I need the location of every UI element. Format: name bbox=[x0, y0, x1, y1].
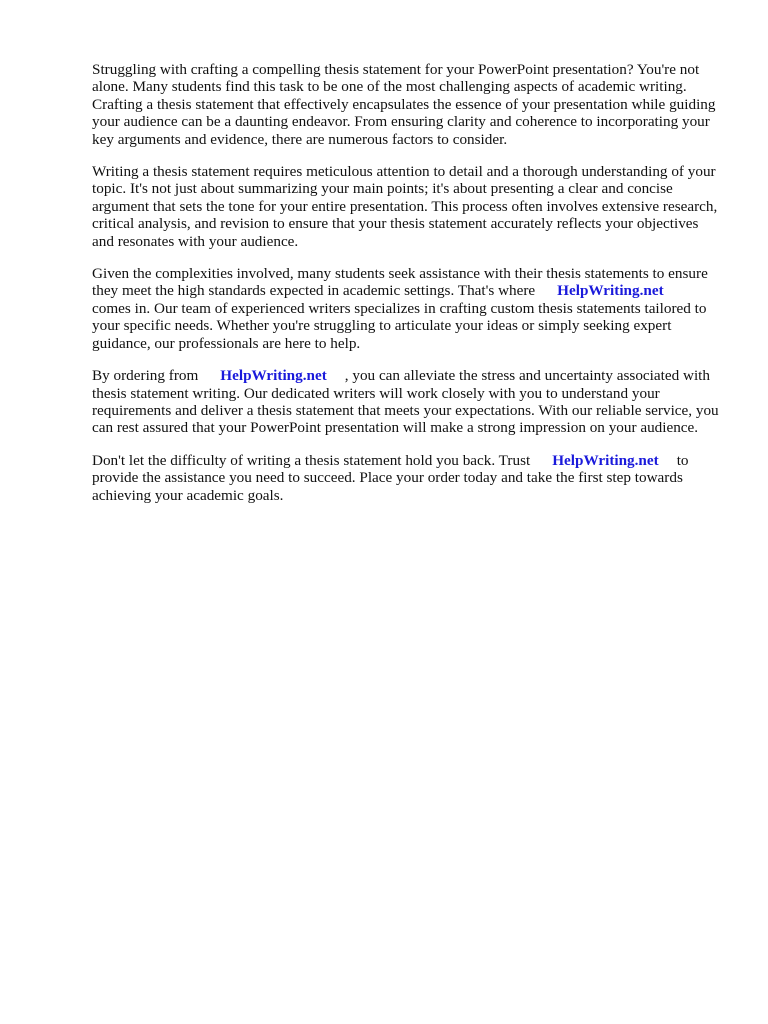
paragraph-requirements: Writing a thesis statement requires meticulous attention to detail and a thorough understanding of your topic. It's not just about summarizing your main points; it's about presenting a clear and concise argument that sets the tone for your entire presentation. This process often involves extensive research, critical analysis, and revision to ensure that your thesis statement accurately reflects your objectives and resonates with your audience. bbox=[92, 163, 718, 250]
paragraph-assistance-text-before: Given the complexities involved, many students seek assistance with their thesis statements to ensure they meet the high standards expected in academic settings. That's where bbox=[92, 265, 708, 300]
paragraph-closing-text-after: to provide the assistance you need to succeed. Place your order today and take the first step towards achieving your academic goals. bbox=[92, 451, 689, 504]
paragraph-assistance bbox=[92, 265, 722, 352]
paragraph-ordering-text-after: , you can alleviate the stress and uncertainty associated with thesis statement writing. Our dedicated writers will work closely with you to understand your requirements and deliver a thesis statement that meets your expectations. With our reliable service, you can rest assured that your PowerPoint presentation will make a strong impression on your audience. bbox=[92, 367, 719, 437]
paragraph-ordering-text-before: By ordering from bbox=[92, 367, 199, 385]
document-page bbox=[92, 61, 722, 519]
paragraph-assistance-text-after: comes in. Our team of experienced writers specializes in crafting custom thesis statements tailored to your specific needs. Whether you're struggling to articulate your ideas or simply seeking expert guidance, our professionals are here to help. bbox=[92, 299, 707, 352]
paragraph-closing bbox=[92, 452, 722, 504]
helpwriting-link-1[interactable]: HelpWriting.net bbox=[557, 282, 664, 300]
paragraph-closing-text-before: Don't let the difficulty of writing a thesis statement hold you back. Trust bbox=[92, 451, 531, 469]
helpwriting-link-3[interactable]: HelpWriting.net bbox=[552, 451, 659, 469]
paragraph-intro: Struggling with crafting a compelling thesis statement for your PowerPoint presentation? You're not alone. Many students find this task to be one of the most challenging aspects of academic writing. Crafting a thesis statement that effectively encapsulates the essence of your presentation while guiding your audience can be a daunting endeavor. From ensuring clarity and coherence to incorporating your key arguments and evidence, there are numerous factors to consider. bbox=[92, 61, 716, 148]
helpwriting-link-2[interactable]: HelpWriting.net bbox=[220, 367, 327, 385]
paragraph-ordering bbox=[92, 367, 722, 437]
